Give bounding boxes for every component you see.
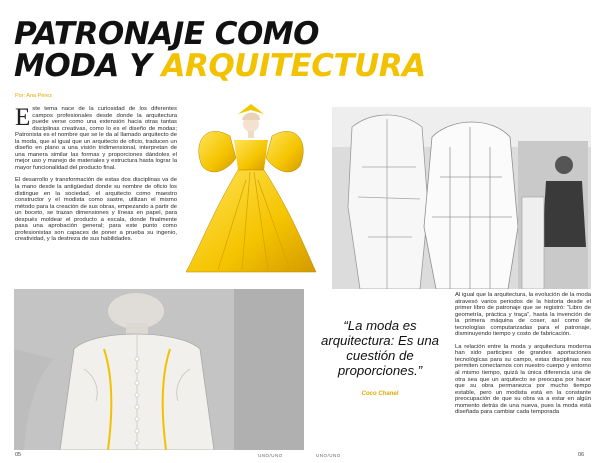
lace-bodice-image <box>14 289 304 450</box>
article-paragraph-1 <box>15 106 177 171</box>
paragraph-1-text: ste tema nace de la curiosidad de los diferentes campos profesionales desde donde la arquitectura puede verse como una extensión hacia otras tantas disciplinas creativas, como lo es el diseño de modas; Patronista es el nombre que se le da al llamado arquitecto de la moda, que al igual que un arquitecto de oficio, traducen un diseño en plano a una visión tridimensional, interpretan de una manera similar las formas y proporciones dándoles el mejor uso y manejo de materiales y estructura hasta lograr la mayor funcionalidad del producto final. <box>15 106 177 171</box>
page-number-left: 05 <box>15 452 22 458</box>
page-title <box>14 18 426 82</box>
gown-illustration <box>178 100 326 280</box>
footer-brand-left: UNO/UNO <box>258 453 283 458</box>
lace-bodice-photo <box>14 289 304 450</box>
footer-brand-right: UNO/UNO <box>316 453 341 458</box>
article-column-right <box>455 292 591 416</box>
byline: Por: Ana Pérez <box>15 93 52 99</box>
title-accent: ARQUITECTURA <box>161 48 426 84</box>
yellow-gown-figure <box>178 100 326 280</box>
drop-cap: E <box>15 104 31 131</box>
dress-forms-image <box>332 107 591 289</box>
article-paragraph-3: Al igual que la arquitectura, la evolución de la moda atravesó varios periodos de la historia desde el primer libro de patronaje que se registró: “Libro de geometría, práctica y traça”, hasta la invención de la primera máquina de coser, así como de tecnologías computarizadas para el patronaje, disminuyendo tiempo y costo de fabricación. <box>455 292 591 338</box>
title-line-2: MODA Y <box>14 48 162 84</box>
article-paragraph-2: El desarrollo y transformación de estas dos disciplinas va de la mano desde la antigüedad donde su nombre de oficio los distingue en la sociedad, el arquitecto como maestro constructor y el modista como sastre, utilizan el mismo método para la creación de sus obras, empezando a partir de un boceto, se trazan dimensiones y líneas en papel, para después moldear el producto a escala, donde finalmente pasa una aprobación general; para este punto como profesionistas son capaces de poner a prueba su ingenio, creatividad, y la destreza de sus habilidades. <box>15 177 177 243</box>
title-line-1: PATRONAJE COMO <box>14 16 320 52</box>
pull-quote: “La moda es arquitectura: Es una cuestión de proporciones.” <box>320 318 440 378</box>
quote-author: Coco Chanel <box>361 391 399 397</box>
article-column-left <box>15 106 177 243</box>
dress-forms-photo <box>332 107 591 289</box>
article-paragraph-4: La relación entre la moda y arquitectura moderna han sido participes de grandes aportaciones tecnológicas para su campo, estas disciplinas nos permiten conectarnos con nuestro cuerpo y entorno al mismo tiempo, quizá la única diferencia una de otra sea que un arquitecto se preocupa por hacer que su obra permanezca por mucho tiempo estable, pero un modista está en la constante preocupación de que su obra va a estar en algún momento detrás de una nueva, pues la moda está diseñada para cambiar cada temporada <box>455 343 591 416</box>
page-number-right: 06 <box>578 452 585 458</box>
